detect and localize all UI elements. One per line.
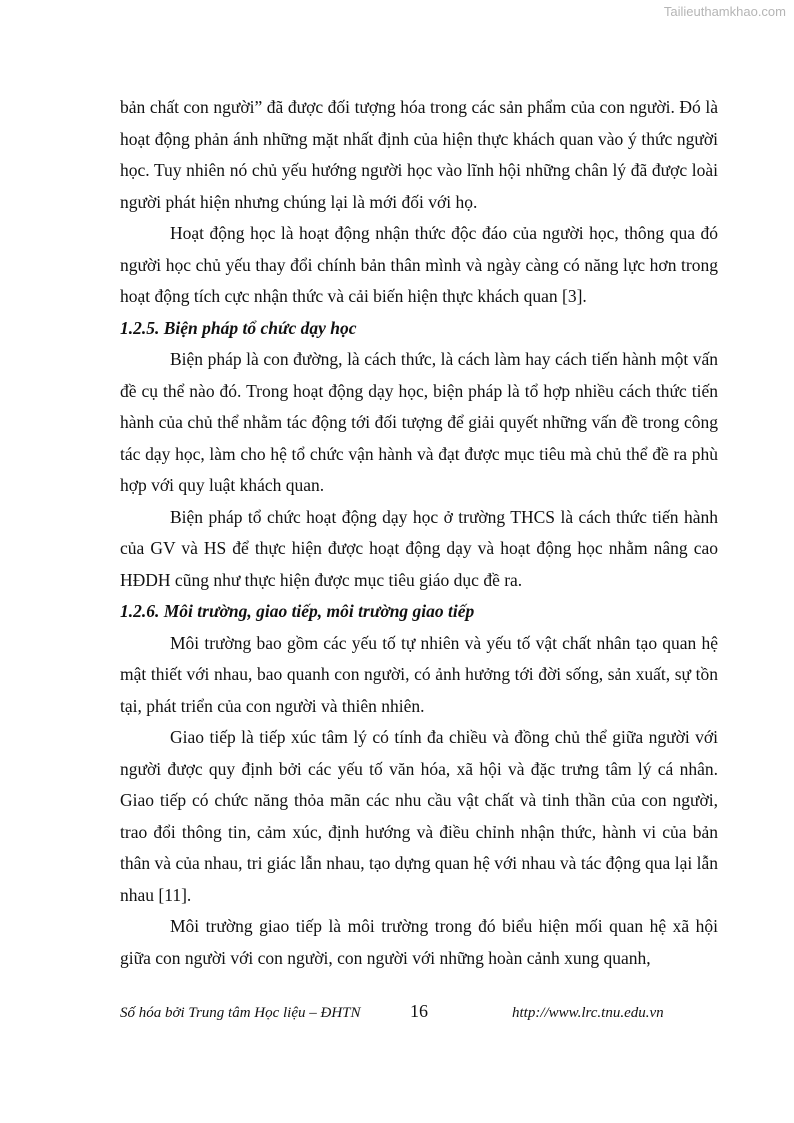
document-body [120, 92, 718, 974]
section-heading: 1.2.6. Môi trường, giao tiếp, môi trường giao tiếp [120, 601, 475, 621]
page-number: 16 [410, 1001, 428, 1021]
paragraph: Giao tiếp là tiếp xúc tâm lý có tính đa chiều và đồng chủ thể giữa người với người được quy định bởi các yếu tố văn hóa, xã hội và đặc trưng tâm lý cá nhân. Giao tiếp có chức năng thỏa mãn các nhu cầu vật chất và tinh thần của con người, trao đổi thông tin, cảm xúc, định hướng và điều chỉnh nhận thức, hành vi của bản thân và của nhau, tri giác lẫn nhau, tạo dựng quan hệ với nhau và tác động qua lại lẫn nhau [11]. [120, 727, 718, 905]
paragraph: Biện pháp tổ chức hoạt động dạy học ở trường THCS là cách thức tiến hành của GV và HS để thực hiện được hoạt động dạy và hoạt động học nhằm nâng cao HĐDH cũng như thực hiện được mục tiêu giáo dục đề ra. [120, 506, 718, 590]
paragraph: Môi trường giao tiếp là môi trường trong đó biểu hiện mối quan hệ xã hội giữa con người với con người, con người với những hoàn cảnh xung quanh, [120, 916, 718, 968]
paragraph: Biện pháp là con đường, là cách thức, là cách làm hay cách tiến hành một vấn đề cụ thể nào đó. Trong hoạt động dạy học, biện pháp là tổ hợp nhiều cách thức tiến hành của chủ thể nhằm tác động tới đối tượng để giải quyết những vấn đề trong công tác dạy học, làm cho hệ tổ chức vận hành và đạt được mục tiêu mà chủ thể đề ra phù hợp với quy luật khách quan. [120, 349, 718, 495]
paragraph: Hoạt động học là hoạt động nhận thức độc đáo của người học, thông qua đó người học chủ yếu thay đổi chính bản thân mình và ngày càng có năng lực hơn trong hoạt động tích cực nhận thức và cải biến hiện thực khách quan [3]. [120, 223, 718, 306]
footer-url: http://www.lrc.tnu.edu.vn [512, 1005, 664, 1021]
paragraph: Môi trường bao gồm các yếu tố tự nhiên và yếu tố vật chất nhân tạo quan hệ mật thiết với nhau, bao quanh con người, có ảnh hưởng tới đời sống, sản xuất, sự tồn tại, phát triển của con người và thiên nhiên. [120, 632, 718, 716]
footer-source: Số hóa bởi Trung tâm Học liệu – ĐHTN [120, 1005, 361, 1021]
paragraph: bản chất con người” đã được đối tượng hóa trong các sản phẩm của con người. Đó là hoạt động phản ánh những mặt nhất định của hiện thực khách quan vào ý thức người học. Tuy nhiên nó chủ yếu hướng người học vào lĩnh hội những chân lý đã được loài người phát hiện nhưng chúng lại là mới đối với họ. [120, 97, 718, 212]
watermark: Tailieuthamkhao.com [663, 4, 786, 19]
section-heading: 1.2.5. Biện pháp tổ chức dạy học [120, 317, 357, 338]
page-footer [120, 1001, 720, 1025]
